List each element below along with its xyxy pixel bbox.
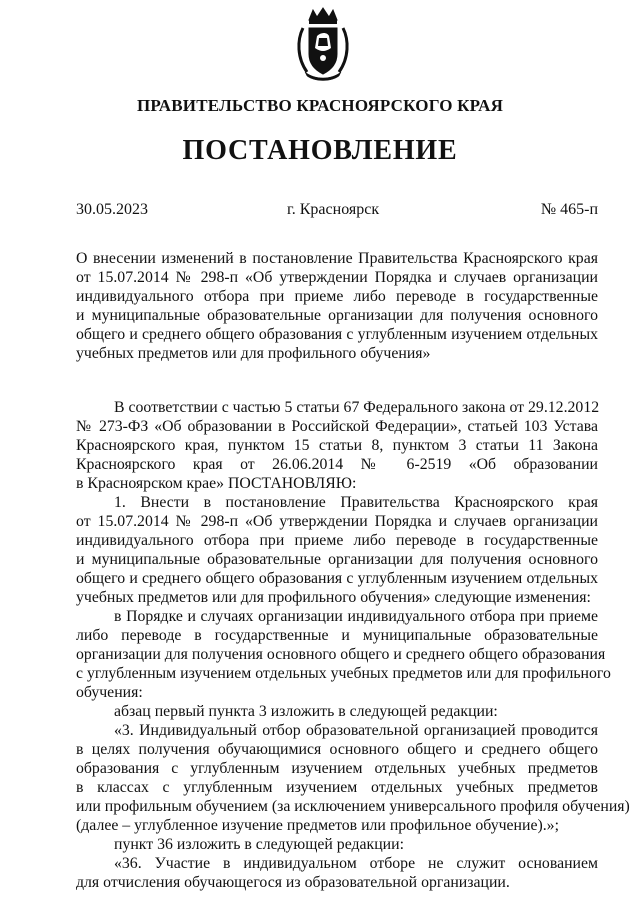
body-line: в Красноярском крае» ПОСТАНОВЛЯЮ: (76, 475, 357, 492)
body-line: Красноярского края, пунктом 15 статьи 8, пунктом 3 статьи 11 Закона (76, 437, 598, 454)
body-line: абзац первый пункта 3 изложить в следующей редакции: (114, 703, 498, 720)
body-line: организации для получения основного общего и среднего общего образования (76, 646, 606, 663)
body-line: «36. Участие в индивидуальном отборе не служит основанием (114, 855, 598, 872)
body-line: с углубленным изучением отдельных учебных предметов или для профильного (76, 665, 611, 682)
body-line: В соответствии с частью 5 статьи 67 Федерального закона от 29.12.2012 (114, 399, 600, 416)
body-line: образования с углубленным изучением отдельных учебных предметов (76, 760, 598, 777)
body-line: № 273-ФЗ «Об образовании в Российской Федерации», статьей 103 Устава (76, 418, 598, 435)
body-line: в Порядке и случаях организации индивидуального отбора при приеме (114, 608, 598, 625)
body-line: либо переводе в государственные и муниципальные образовательные (76, 627, 598, 644)
document-type-title: ПОСТАНОВЛЕНИЕ (182, 135, 458, 166)
body-line: Красноярского края от 26.06.2014 № 6-2519 «Об образовании (76, 456, 598, 473)
body-line: для отчисления обучающегося из образовательной организации. (76, 874, 510, 891)
body-line: 1. Внести в постановление Правительства Красноярского края (114, 494, 598, 511)
body-line: учебных предметов или для профильного обучения» следующие изменения: (76, 589, 591, 606)
body-line: индивидуального отбора при приеме либо переводе в государственные (76, 532, 598, 549)
subject-line: индивидуального отбора при приеме либо переводе в государственные (76, 288, 598, 305)
body-line: общего и среднего общего образования с углубленным изучением отдельных (76, 570, 598, 587)
body-line: или профильным обучением (за исключением универсального профиля обучения) (76, 798, 630, 815)
subject-line: учебных предметов или для профильного обучения» (76, 345, 431, 362)
subject-line: общего и среднего общего образования с углубленным изучением отдельных (76, 326, 598, 343)
body-line: в целях получения обучающимися основного общего и среднего общего (76, 741, 598, 758)
body-line: пункт 36 изложить в следующей редакции: (114, 836, 404, 853)
body-line: в классах с углубленным изучением отдельных учебных предметов (76, 779, 598, 796)
document-city: г. Красноярск (287, 201, 380, 218)
subject-line: от 15.07.2014 № 298-п «Об утверждении Порядка и случаев организации (76, 269, 598, 286)
subject-line: и муниципальные образовательные организации для получения основного (76, 307, 598, 324)
body-line: (далее – углубленное изучение предметов или профильное обучение).»; (76, 817, 559, 834)
subject-line: О внесении изменений в постановление Правительства Красноярского края (76, 250, 598, 267)
document-meta-row (76, 201, 598, 223)
document-date: 30.05.2023 (76, 201, 148, 218)
body-line: от 15.07.2014 № 298-п «Об утверждении Порядка и случаев организации (76, 513, 598, 530)
krasnoyarsk-coat-of-arms-icon (295, 6, 351, 82)
issuing-authority: ПРАВИТЕЛЬСТВО КРАСНОЯРСКОГО КРАЯ (136, 96, 504, 115)
document-number: № 465-п (540, 201, 598, 218)
body-line: обучения: (76, 684, 143, 701)
body-line: и муниципальные образовательные организации для получения основного (76, 551, 598, 568)
body-line: «3. Индивидуальный отбор образовательной организацией проводится (114, 722, 598, 739)
